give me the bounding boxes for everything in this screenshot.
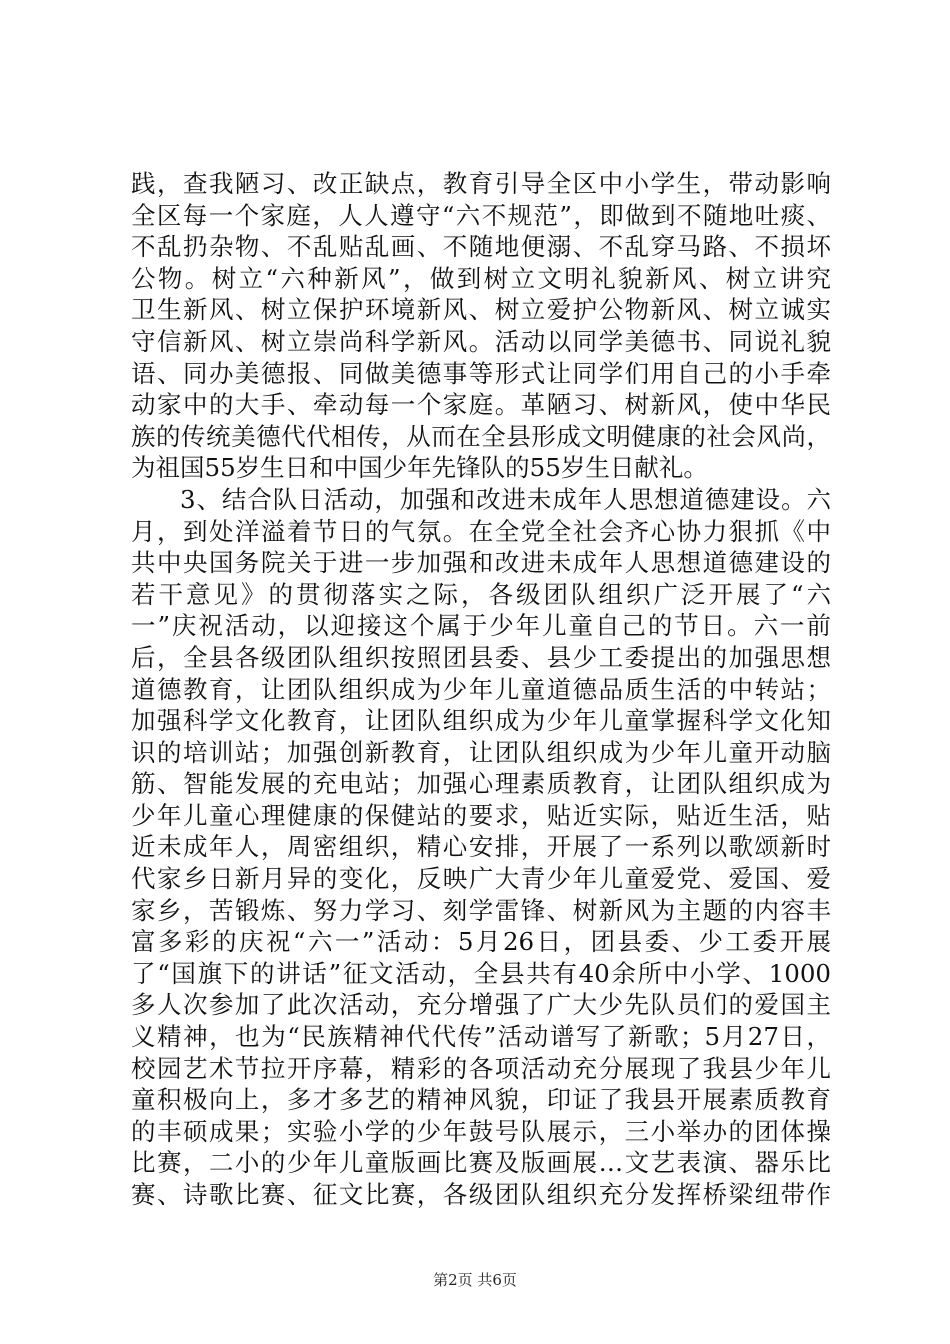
- text-line: 动家中的大手、牵动每一个家庭。革陋习、树新风，使中华民: [131, 390, 831, 420]
- text-line: 家乡，苦锻炼、努力学习、刻学雷锋、树新风为主题的内容丰: [131, 895, 831, 925]
- text-line: 族的传统美德代代相传，从而在全县形成文明健康的社会风尚，: [131, 421, 831, 451]
- text-line: 近未成年人，周密组织，精心安排，开展了一系列以歌颂新时: [131, 832, 831, 862]
- text-line: 语、同办美德报、同做美德事等形式让同学们用自己的小手牵: [131, 358, 831, 388]
- text-line: 了“国旗下的讲话”征文活动，全县共有40余所中小学、1000: [131, 958, 831, 988]
- text-line: 加强科学文化教育，让团队组织成为少年儿童掌握科学文化知: [131, 706, 831, 736]
- text-line: 的丰硕成果；实验小学的少年鼓号队展示，三小举办的团体操: [131, 1116, 831, 1146]
- text-line: 义精神，也为“民族精神代代传”活动谱写了新歌；5月27日，: [131, 1022, 831, 1052]
- text-line: 3、结合队日活动，加强和改进未成年人思想道德建设。六: [180, 484, 831, 514]
- text-line: 代家乡日新月异的变化，反映广大青少年儿童爱党、爱国、爱: [131, 864, 831, 894]
- text-line: 全区每一个家庭，人人遵守“六不规范”，即做到不随地吐痰、: [131, 200, 831, 230]
- text-line: 道德教育，让团队组织成为少年儿童道德品质生活的中转站；: [131, 674, 831, 704]
- page-number-footer: 第2页 共6页: [433, 1271, 517, 1289]
- text-line: 赛、诗歌比赛、征文比赛，各级团队组织充分发挥桥梁纽带作: [131, 1180, 831, 1209]
- text-line: 为祖国55岁生日和中国少年先锋队的55岁生日献礼。: [131, 453, 708, 483]
- body-text: [131, 168, 831, 1211]
- text-line: 校园艺术节拉开序幕，精彩的各项活动充分展现了我县少年儿: [131, 1053, 831, 1083]
- text-line: 不乱扔杂物、不乱贴乱画、不随地便溺、不乱穿马路、不损坏: [131, 232, 831, 262]
- text-line: 一”庆祝活动，以迎接这个属于少年儿童自己的节日。六一前: [131, 611, 831, 641]
- text-line: 践，查我陋习、改正缺点，教育引导全区中小学生，带动影响: [131, 169, 831, 198]
- text-line: 多人次参加了此次活动，充分增强了广大少先队员们的爱国主: [131, 990, 831, 1020]
- text-line: 公物。树立“六种新风”，做到树立文明礼貌新风、树立讲究: [131, 263, 831, 293]
- text-line: 共中央国务院关于进一步加强和改进未成年人思想道德建设的: [131, 548, 831, 578]
- text-line: 筋、智能发展的充电站；加强心理素质教育，让团队组织成为: [131, 769, 831, 799]
- text-line: 富多彩的庆祝“六一”活动：5月26日，团县委、少工委开展: [131, 927, 831, 957]
- text-line: 守信新风、树立崇尚科学新风。活动以同学美德书、同说礼貌: [131, 326, 831, 356]
- text-line: 月，到处洋溢着节日的气氛。在全党全社会齐心协力狠抓《中: [131, 516, 831, 546]
- text-line: 后，全县各级团队组织按照团县委、县少工委提出的加强思想: [131, 642, 831, 672]
- text-line: 若干意见》的贯彻落实之际，各级团队组织广泛开展了“六: [131, 579, 831, 609]
- text-line: 识的培训站；加强创新教育，让团队组织成为少年儿童开动脑: [131, 737, 831, 767]
- text-line: 比赛，二小的少年儿童版画比赛及版画展…文艺表演、器乐比: [131, 1148, 831, 1178]
- text-line: 少年儿童心理健康的保健站的要求，贴近实际，贴近生活，贴: [131, 800, 831, 830]
- text-line: 童积极向上，多才多艺的精神风貌，印证了我县开展素质教育: [131, 1085, 831, 1115]
- text-line: 卫生新风、树立保护环境新风、树立爱护公物新风、树立诚实: [131, 295, 831, 325]
